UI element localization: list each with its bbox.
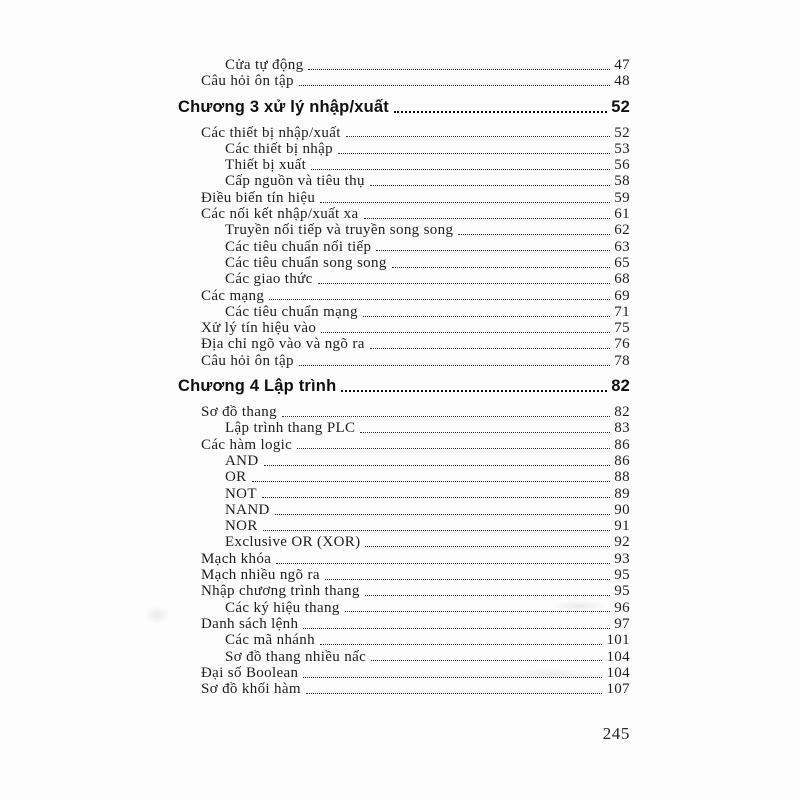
toc-entry — [178, 320, 630, 336]
dot-leader-icon — [276, 563, 610, 564]
toc-entry-page: 86 — [614, 436, 630, 453]
toc-entry-title: Cấp nguồn và tiêu thụ — [225, 173, 365, 190]
toc-entry — [178, 206, 630, 222]
book-page-number: 245 — [602, 724, 630, 744]
dot-leader-icon — [299, 85, 610, 86]
dot-leader-icon — [320, 202, 610, 203]
toc-entry — [178, 437, 630, 453]
toc-entry-page: 91 — [614, 518, 630, 535]
toc-entry-page: 62 — [614, 222, 630, 239]
toc-entry-title: NOT — [225, 485, 257, 502]
dot-leader-icon — [262, 497, 610, 498]
dot-leader-icon — [345, 611, 611, 612]
toc-entry-title: Câu hỏi ôn tập — [201, 73, 294, 90]
toc-entry — [178, 551, 630, 567]
toc-entry — [178, 616, 630, 632]
toc-entry-page: 104 — [606, 664, 630, 681]
toc-entry-page: 47 — [614, 57, 630, 73]
dot-leader-icon — [299, 365, 610, 366]
dot-leader-icon — [269, 299, 610, 300]
toc-entry-title: Các tiêu chuẩn nối tiếp — [225, 238, 372, 255]
toc-entry-title: Sơ đồ thang — [201, 404, 277, 421]
toc-entry — [178, 125, 630, 141]
toc-entry-page: 48 — [614, 73, 630, 90]
toc-entry-page: 69 — [614, 287, 630, 304]
toc-entry — [178, 376, 630, 396]
toc-entry — [178, 190, 630, 206]
toc-entry — [178, 681, 630, 697]
dot-leader-icon — [275, 514, 611, 515]
toc-entry-title: Lập trình thang PLC — [225, 420, 356, 437]
dot-leader-icon — [346, 136, 611, 137]
toc-entry-title: Các tiêu chuẩn song song — [225, 254, 387, 271]
toc-entry-page: 76 — [614, 336, 630, 353]
toc-entry-page: 61 — [614, 206, 630, 223]
toc-entry — [178, 600, 630, 616]
dot-leader-icon — [321, 332, 610, 333]
toc-entry-page: 52 — [614, 124, 630, 141]
toc-entry — [178, 157, 630, 173]
dot-leader-icon — [458, 234, 610, 235]
toc-entry — [178, 173, 630, 189]
dot-leader-icon — [308, 69, 610, 70]
toc-entry-title: Sơ đồ khối hàm — [201, 681, 301, 698]
toc-entry-title: Chương 4 Lập trình — [178, 377, 337, 396]
dot-leader-icon — [320, 644, 602, 645]
dot-leader-icon — [365, 546, 610, 547]
dot-leader-icon — [303, 628, 610, 629]
toc-entry-title: Các thiết bị nhập/xuất — [201, 124, 341, 141]
toc-entry — [178, 239, 630, 255]
toc-entry-title: NOR — [225, 518, 258, 535]
toc-entry-page: 56 — [614, 157, 630, 174]
toc-entry-page: 71 — [614, 303, 630, 320]
toc-entry — [178, 304, 630, 320]
toc-entry — [178, 518, 630, 534]
toc-entry — [178, 502, 630, 518]
toc-entry-page: 58 — [614, 173, 630, 190]
dot-leader-icon — [263, 530, 611, 531]
toc-entry — [178, 649, 630, 665]
toc-entry-page: 90 — [614, 501, 630, 518]
dot-leader-icon — [363, 316, 610, 317]
dot-leader-icon — [360, 432, 610, 433]
dot-leader-icon — [318, 283, 611, 284]
toc-entry-title: Các nối kết nhập/xuất xa — [201, 206, 359, 223]
dot-leader-icon — [282, 416, 610, 417]
toc-entry-page: 63 — [614, 238, 630, 255]
toc-entry-page: 89 — [614, 485, 630, 502]
toc-entry — [178, 534, 630, 550]
dot-leader-icon — [338, 153, 610, 154]
toc-entry — [178, 255, 630, 271]
toc-entry-title: Sơ đồ thang nhiều nấc — [225, 648, 367, 665]
dot-leader-icon — [376, 250, 610, 251]
toc-entry-title: Điều biến tín hiệu — [201, 189, 316, 206]
toc-entry — [178, 486, 630, 502]
dot-leader-icon — [392, 267, 611, 268]
toc-entry — [178, 420, 630, 436]
toc-entry-title: Các mạng — [201, 287, 265, 304]
toc-entry — [178, 583, 630, 599]
dot-leader-icon — [371, 660, 602, 661]
toc-entry-title: Chương 3 xử lý nhập/xuất — [178, 97, 389, 116]
dot-leader-icon — [364, 218, 611, 219]
toc-entry-title: Các giao thức — [225, 271, 313, 288]
toc-entry-title: Các mã nhánh — [225, 632, 316, 649]
toc-entry-page: 92 — [614, 534, 630, 551]
toc-entry — [178, 141, 630, 157]
toc-entry-title: Mạch khóa — [201, 550, 272, 567]
toc-entry — [178, 288, 630, 304]
toc-entry-page: 95 — [614, 567, 630, 584]
toc-entry — [178, 222, 630, 238]
toc-entry — [178, 97, 630, 117]
toc-entry-title: AND — [225, 452, 259, 469]
toc-entry-title: Danh sách lệnh — [201, 615, 299, 632]
toc-entry-title: Exclusive OR (XOR) — [225, 534, 361, 551]
toc-entry-page: 59 — [614, 189, 630, 206]
toc-entry — [178, 632, 630, 648]
dot-leader-icon — [370, 348, 611, 349]
toc-entry-page: 52 — [611, 97, 630, 116]
toc-entry — [178, 404, 630, 420]
dot-leader-icon — [252, 481, 611, 482]
toc-entry-page: 107 — [606, 681, 630, 698]
toc-entry-page: 96 — [614, 599, 630, 616]
toc-entry-title: NAND — [225, 501, 270, 518]
toc-entry-title: Đại số Boolean — [201, 664, 299, 681]
toc-entry — [178, 336, 630, 352]
toc-entry-title: Nhập chương trình thang — [201, 583, 360, 600]
dot-leader-icon — [341, 390, 607, 392]
toc-entry-title: Cửa tự động — [225, 57, 304, 73]
toc-entry-title: OR — [225, 469, 247, 486]
toc-entry-title: Các tiêu chuẩn mạng — [225, 303, 358, 320]
toc-entry — [178, 665, 630, 681]
toc-entry — [178, 453, 630, 469]
toc-entry-page: 101 — [606, 632, 630, 649]
dot-leader-icon — [264, 465, 611, 466]
dot-leader-icon — [297, 448, 610, 449]
toc-entry-page: 104 — [606, 648, 630, 665]
toc-entry-title: Truyền nối tiếp và truyền song song — [225, 222, 454, 239]
dot-leader-icon — [325, 579, 610, 580]
toc-entry-title: Các ký hiệu thang — [225, 599, 340, 616]
toc-entry-page: 75 — [614, 320, 630, 337]
toc-entry-title: Xử lý tín hiệu vào — [201, 320, 317, 337]
toc-entry-page: 95 — [614, 583, 630, 600]
toc-entry-page: 88 — [614, 469, 630, 486]
toc-entry — [178, 469, 630, 485]
toc-entry-page: 78 — [614, 352, 630, 369]
toc-entry-page: 82 — [614, 404, 630, 421]
dot-leader-icon — [365, 595, 611, 596]
toc-entry-title: Câu hỏi ôn tập — [201, 352, 294, 369]
toc-entry-page: 93 — [614, 550, 630, 567]
toc-entry — [178, 271, 630, 287]
dot-leader-icon — [311, 169, 610, 170]
toc-entry — [178, 567, 630, 583]
toc-entry — [178, 57, 630, 73]
dot-leader-icon — [306, 693, 603, 694]
dot-leader-icon — [370, 185, 610, 186]
toc-entry-title: Địa chỉ ngõ vào và ngõ ra — [201, 336, 365, 353]
toc-entry — [178, 353, 630, 369]
toc-entry-title: Các thiết bị nhập — [225, 140, 334, 157]
toc-entry-page: 83 — [614, 420, 630, 437]
toc-entry-page: 68 — [614, 271, 630, 288]
toc-entry-page: 65 — [614, 254, 630, 271]
toc-entry-title: Các hàm logic — [201, 436, 293, 453]
toc-entry — [178, 73, 630, 89]
toc-entry-title: Thiết bị xuất — [225, 157, 307, 174]
toc-entry-page: 86 — [614, 452, 630, 469]
toc-entry-title: Mạch nhiều ngõ ra — [201, 567, 320, 584]
toc-entry-page: 53 — [614, 140, 630, 157]
dot-leader-icon — [394, 111, 607, 113]
toc-entry-page: 97 — [614, 615, 630, 632]
dot-leader-icon — [303, 677, 602, 678]
toc-entry-page: 82 — [611, 377, 630, 396]
